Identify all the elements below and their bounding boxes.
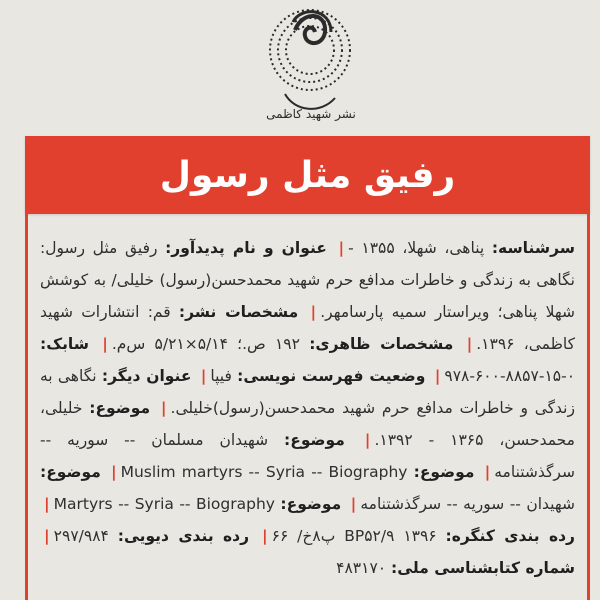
entry-value: BP۵۲/۹ ۱۳۹۶ پ۸خ/ ۶۶ (271, 527, 437, 545)
entry-value: خلیلی، محمدحسن، ۱۳۶۵ - ۱۳۹۲. (40, 399, 575, 449)
entry-value: شهیدان مسلمان -- سوریه -- سرگذشتنامه (40, 431, 575, 481)
entry-value: شهیدان -- سوریه -- سرگذشتنامه (360, 495, 575, 513)
entry-0 (348, 239, 575, 257)
entry-value: نگاهی به زندگی و خاطرات مدافع حرم شهید محمدحسن(رسول)خلیلی. (40, 367, 575, 417)
entry-label: شماره کتابشناسی ملی: (391, 559, 575, 577)
title-banner (25, 136, 590, 214)
entry-label: موضوع: (89, 399, 151, 417)
entry-label: عنوان دیگر: (101, 367, 192, 385)
entry-value: ۴۸۳۱۷۰ (336, 559, 387, 577)
entry-value: Muslim martyrs -- Syria -- Biography (120, 463, 408, 481)
entry-label: موضوع: (280, 495, 342, 513)
publisher-logo-caption: نشر شهید کاظمی (266, 107, 356, 121)
entry-14 (336, 559, 575, 577)
entry-label: موضوع: (413, 463, 475, 481)
entry-value: Martyrs -- Syria -- Biography (53, 495, 275, 513)
entry-label: وضعیت فهرست نویسی: (237, 367, 426, 385)
entry-label: سرشناسه: (491, 239, 575, 257)
entry-label: مشخصات نشر: (178, 303, 299, 321)
entry-value: فیپا (210, 367, 232, 385)
entry-3 (112, 335, 453, 353)
entry-11 (54, 495, 342, 513)
entry-5 (210, 367, 425, 385)
entry-value: رفیق مثل رسول: نگاهی به زندگی و خاطرات مدافع حرم شهید محمدحسن(رسول) خلیلی/ به کوشش شهلا پناهی؛ ویراستار سمیه پارسامهر. (40, 239, 575, 321)
entry-label: موضوع: (284, 431, 345, 449)
publisher-logo-icon (255, 2, 365, 132)
catalog-record-text: سرشناسه: پناهی، شهلا، ۱۳۵۵ -| عنوان و نام پدیدآور: رفیق مثل رسول: نگاهی به زندگی و خاطرات مدافع حرم شهید محمدحسن(رسول) خلیلی/ به کوشش شهلا پناهی؛ ویراستار سمیه پارسامهر.| مشخصات نشر: قم: انتشارات شهید کاظمی، ۱۳۹۶.| مشخصات ظاهری: ۱۹۲ ص.؛ ۵/۱۴×۵/۲۱ س‌م.| شابک: ۰-۱۵-۸۸۵۷-۶۰۰-۹۷۸| وضعیت فهرست نویسی: فیپا| عنوان دیگر: نگاهی به زندگی و خاطرات مدافع حرم شهید محمدحسن(رسول)خلیلی.| موضوع: خلیلی، محمدحسن، ۱۳۶۵ - ۱۳۹۲.| موضوع: شهیدان مسلمان -- سوریه -- سرگذشتنامه| موضوع: Muslim martyrs -- Syria -- Biography| موضوع: شهیدان -- سوریه -- سرگذشتنامه| موضوع: Martyrs -- Syria -- Biography| رده بندی کنگره: BP۵۲/۹ ۱۳۹۶ پ۸خ/ ۶۶| رده بندی دیویی: ۲۹۷/۹۸۴| شماره کتابشناسی ملی: ۴۸۳۱۷۰ (40, 239, 576, 577)
entry-13 (54, 527, 249, 545)
entry-label: موضوع: (40, 463, 101, 481)
publisher-logo-area (0, 0, 600, 135)
entry-value: قم: انتشارات شهید کاظمی، ۱۳۹۶. (40, 303, 576, 353)
catalog-record-box (25, 214, 590, 600)
entry-12 (272, 527, 575, 545)
entry-label: عنوان و نام پدیدآور: (165, 239, 327, 257)
entry-value: ۱۹۲ ص.؛ ۵/۱۴×۵/۲۱ س‌م. (111, 335, 300, 353)
entry-label: رده بندی کنگره: (445, 527, 575, 545)
entry-label: رده بندی دیویی: (117, 527, 250, 545)
entry-value: پناهی، شهلا، ۱۳۵۵ - (348, 239, 485, 257)
entry-9 (121, 463, 475, 481)
entry-label: شابک: (40, 335, 89, 353)
entry-value: ۲۹۷/۹۸۴ (53, 527, 109, 545)
entry-label: مشخصات ظاهری: (309, 335, 454, 353)
entry-value: ۰-۱۵-۸۸۵۷-۶۰۰-۹۷۸ (444, 367, 576, 385)
book-title: رفیق مثل رسول (159, 154, 456, 196)
